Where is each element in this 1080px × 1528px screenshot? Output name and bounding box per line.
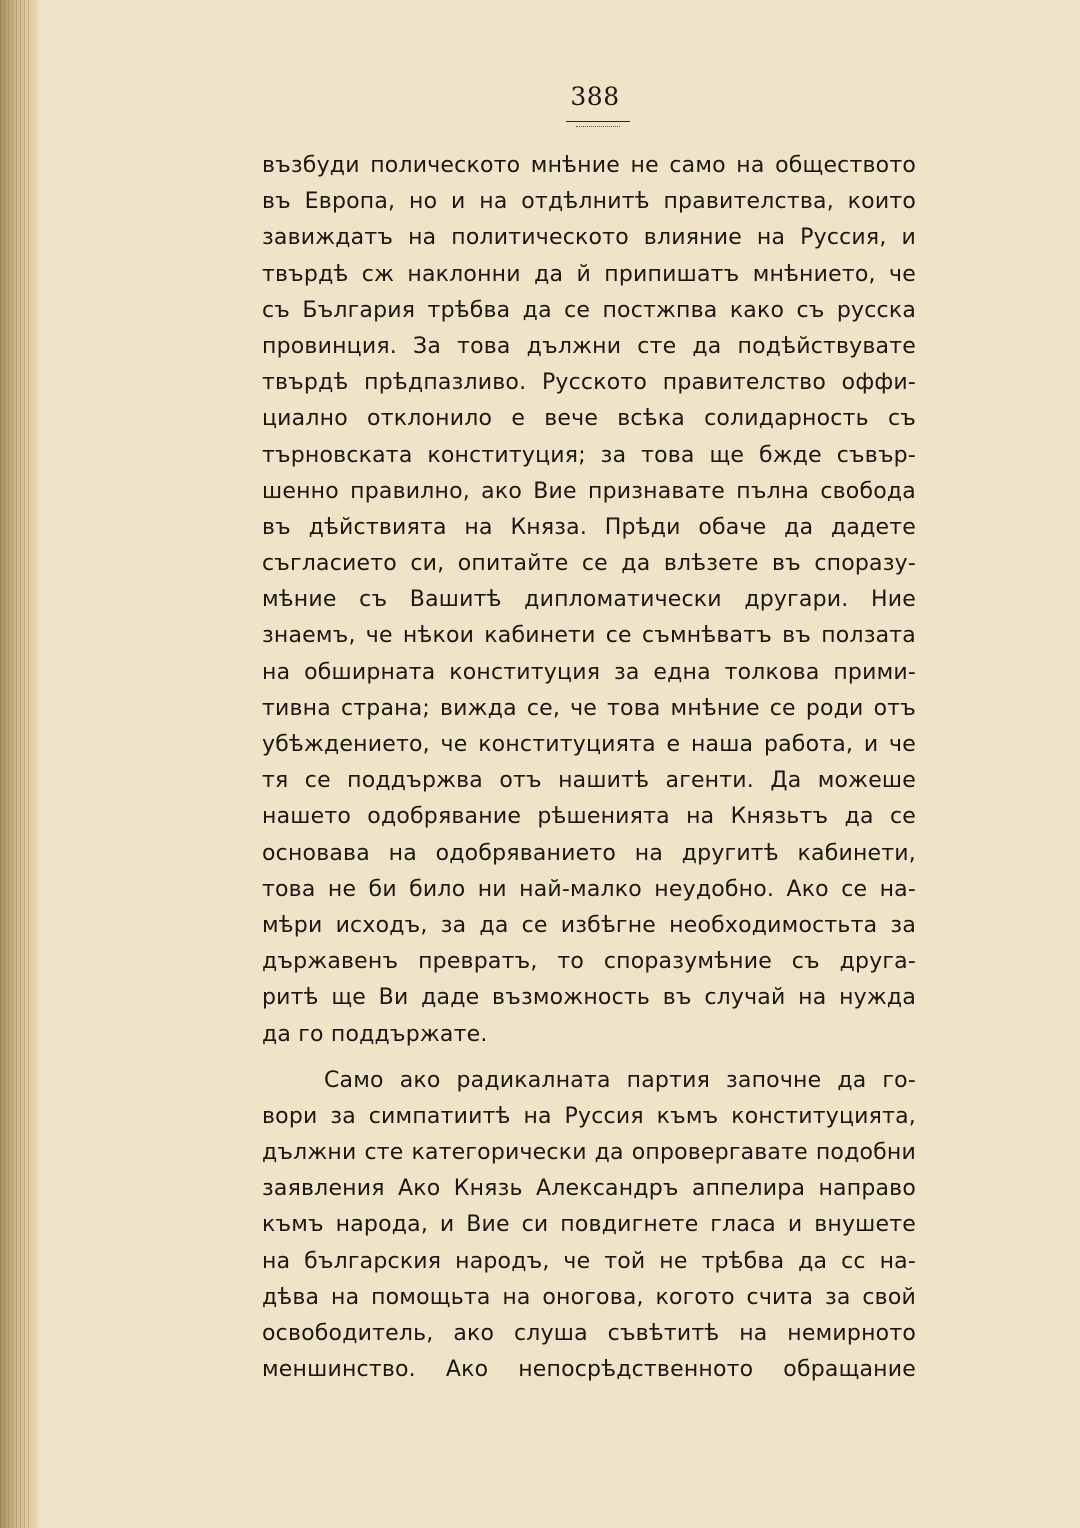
text-line: тя се поддържва отъ нашитѣ агенти. Да можеше <box>262 768 916 794</box>
text-line: заявления Ако Князь Александръ аппелира направо <box>262 1176 916 1202</box>
text-line: на обширната конституция за една толкова прими- <box>262 659 916 685</box>
text-line: нашето одобрявание рѣшенията на Князьтъ да се <box>262 804 916 830</box>
text-line: къмъ народа, и Вие си повдигнете гласа и внушете <box>262 1212 916 1238</box>
text-line: циално отклонило е вече всѣка солидарность съ <box>262 406 916 432</box>
text-line: на българския народъ, че той не трѣбва да сс на- <box>262 1248 916 1274</box>
text-line: това не би било ни най-малко неудобно. Ако се на- <box>262 876 916 902</box>
text-line: възбуди полическото мнѣние не само на обществото <box>262 153 916 178</box>
text-line: съ България трѣбва да се постжпва како съ русска <box>262 297 916 323</box>
text-line: основава на одобряванието на другитѣ кабинети, <box>262 840 916 866</box>
text-line: търновската конституция; за това ще бжде съвър- <box>262 442 916 468</box>
text-line: знаемъ, че нѣкои кабинети се съмнѣватъ въ ползата <box>262 623 916 649</box>
page-number-rule-dotted <box>576 126 620 127</box>
text-line: дѣва на помощьта на оногова, когото счита за свой <box>262 1284 916 1310</box>
text-line: убѣждението, че конституцията е наша работа, и че <box>262 732 916 757</box>
text-line: въ дѣйствията на Княза. Прѣди обаче да дадете <box>262 514 916 540</box>
text-line: завиждатъ на политическото влияние на Руссия, и <box>262 225 916 251</box>
text-line: Само ако радикалната партия започне да го- <box>324 1067 916 1093</box>
text-line: вори за симпатиитѣ на Руссия къмъ конституцията, <box>262 1103 916 1129</box>
text-line: дължни сте категорически да опровергавате подобни <box>262 1140 916 1166</box>
text-line: съгласието си, опитайте се да влѣзете въ споразу- <box>262 551 916 577</box>
book-page-edges <box>0 0 38 1528</box>
text-line: твърдѣ прѣдпазливо. Русското правителство оффи- <box>262 370 916 396</box>
page-number-rule <box>566 121 630 122</box>
body-text <box>262 148 916 1388</box>
text-line: тивна страна; вижда се, че това мнѣние се роди отъ <box>262 695 916 721</box>
page-edge-texture <box>0 0 32 1528</box>
text-line: мѣри исходъ, за да се избѣгне необходимостьта за <box>262 912 916 938</box>
text-line: шенно правилно, ако Вие признавате пълна свобода <box>262 478 916 504</box>
text-line: меншинство. Ако непосрѣдственното обращание <box>262 1357 916 1383</box>
paragraph-gap <box>262 1053 916 1063</box>
text-line: освободитель, ако слуша съвѣтитѣ на немирното <box>262 1321 916 1346</box>
text-line: ритѣ ще Ви даде възможность въ случай на нужда <box>262 985 916 1011</box>
text-line: провинция. За това дължни сте да подѣйствувате <box>262 333 916 359</box>
text-line: мѣние съ Вашитѣ дипломатически другари. Ние <box>262 587 916 613</box>
paragraph-2 <box>262 1063 916 1389</box>
text-line: твърдѣ сж наклонни да й припишатъ мнѣнието, че <box>262 261 916 287</box>
text-line: да го поддържате. <box>262 1021 488 1047</box>
text-line: въ Европа, но и на отдѣлнитѣ правителства, които <box>262 189 916 215</box>
page-number: 388 <box>570 82 620 111</box>
text-line: държавенъ превратъ, то споразумѣние съ друга- <box>262 949 916 975</box>
paragraph-1 <box>262 148 916 1053</box>
